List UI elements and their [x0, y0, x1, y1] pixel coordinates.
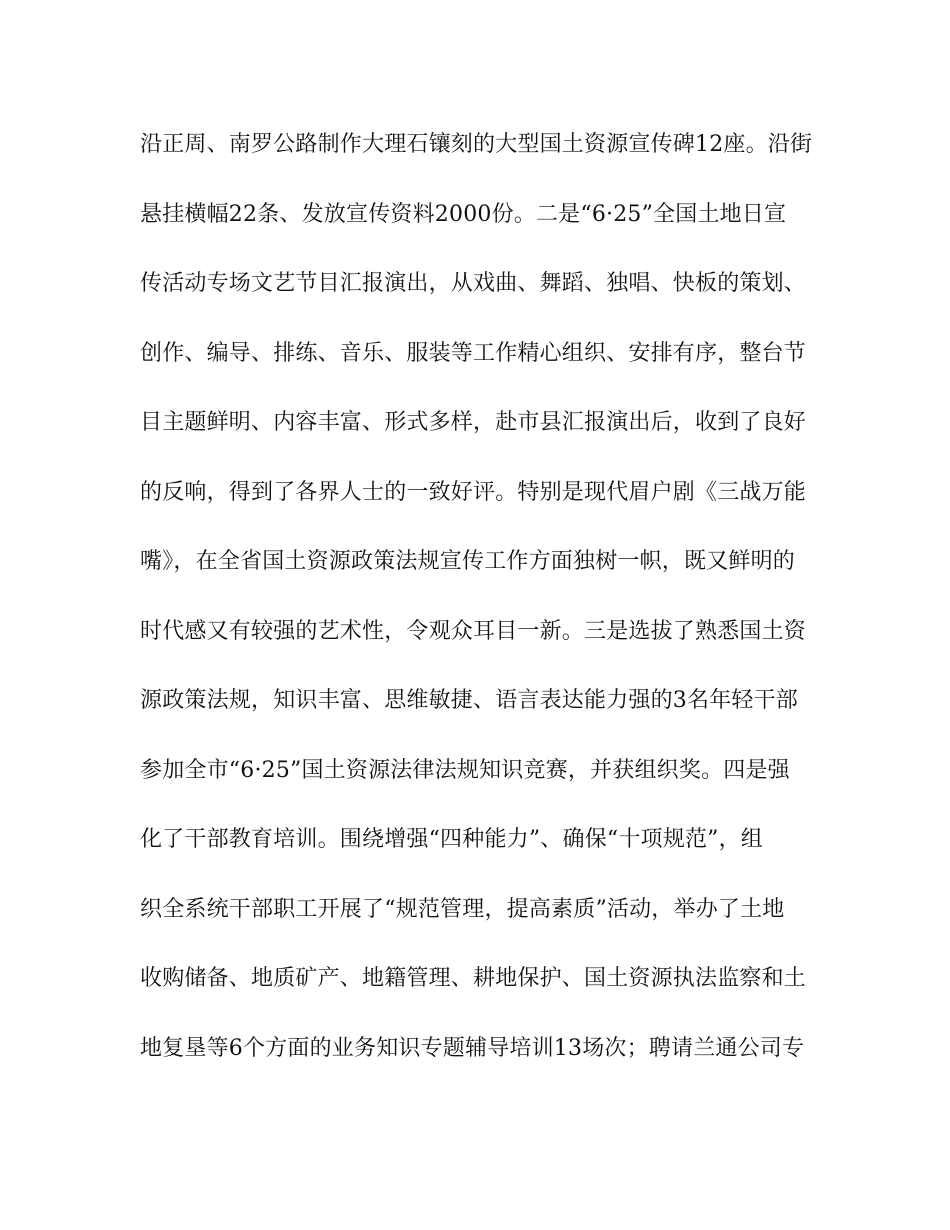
text-line: 沿正周、南罗公路制作大理石镶刻的大型国土资源宣传碑12座。沿街 [140, 132, 813, 157]
text-line: 创作、编导、排练、音乐、服装等工作精心组织、安排有序，整台节 [140, 340, 807, 366]
text-line: 化了干部教育培训。围绕增强“四种能力”、确保“十项规范”，组 [140, 827, 763, 852]
text-line: 源政策法规，知识丰富、思维敏捷、语言表达能力强的3名年轻干部 [140, 688, 798, 713]
text-line: 的反响，得到了各界人士的一致好评。特别是现代眉户剧《三战万能 [140, 479, 807, 505]
text-line: 目主题鲜明、内容丰富、形式多样，赴市县汇报演出后，收到了良好 [140, 410, 807, 435]
text-line: 悬挂横幅22条、发放宣传资料2000份。二是“6·25”全国土地日宣 [140, 201, 787, 227]
text-line: 参加全市“6·25”国土资源法律法规知识竞赛，并获组织奖。四是强 [140, 757, 790, 783]
text-line: 收购储备、地质矿产、地籍管理、耕地保护、国土资源执法监察和土 [140, 966, 807, 991]
text-line: 时代感又有较强的艺术性，令观众耳目一新。三是选拔了熟悉国土资 [140, 618, 807, 644]
text-line: 传活动专场文艺节目汇报演出，从戏曲、舞蹈、独唱、快板的策划、 [140, 271, 807, 296]
text-line: 地复垦等6个方面的业务知识专题辅导培训13场次；聘请兰通公司专 [140, 1035, 805, 1061]
text-line: 嘴》，在全省国土资源政策法规宣传工作方面独树一帜，既又鲜明的 [140, 549, 796, 574]
text-line: 织全系统干部职工开展了“规范管理，提高素质”活动，举办了土地 [140, 896, 785, 922]
body-text [140, 126, 820, 1099]
